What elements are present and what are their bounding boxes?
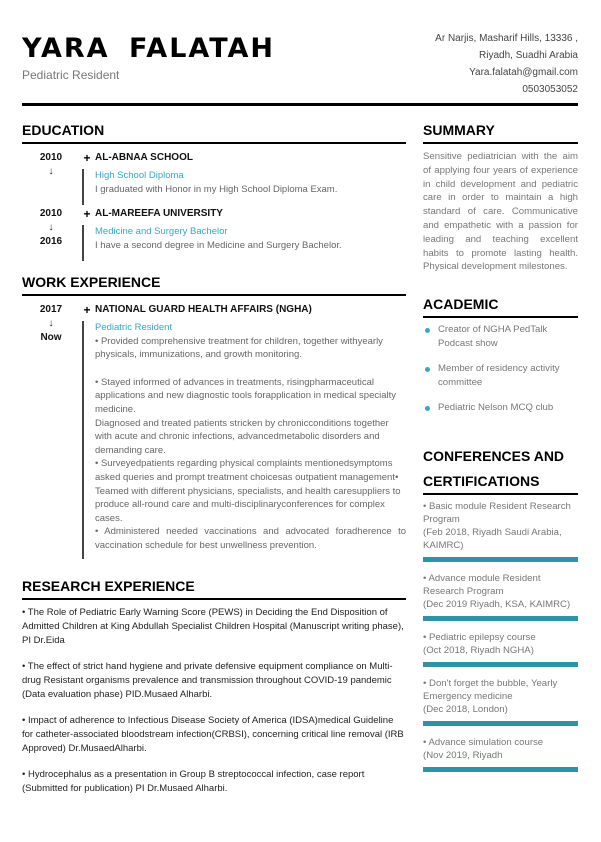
arrow-down-icon: ↓ <box>48 166 54 177</box>
entry-date-start: 2010 <box>39 152 63 163</box>
academic-item: Creator of NGHA PedTalk Podcast show <box>438 324 548 349</box>
timeline-bar <box>82 321 84 559</box>
research-underline <box>22 598 406 600</box>
academic-underline <box>423 316 578 318</box>
entry-date-end: 2016 <box>39 236 63 247</box>
work-point: Diagnosed and treated patients stricken by chronicconditions together with acute and chronic infections, advancedmetabolic disorders and demanding care. <box>95 417 389 456</box>
conference-name: • Pediatric epilepsy course <box>423 632 536 643</box>
plus-icon: + <box>83 207 91 221</box>
conference-detail: (Dec 2018, London) <box>423 704 508 715</box>
timeline-bar <box>82 169 84 205</box>
work-point: • Provided comprehensive treatment for children, together withyearly physicals, immunizations, and growth monitoring. <box>95 335 383 361</box>
contact-block <box>398 31 578 99</box>
work-point: • Surveyedpatients regarding physical complaints mentionedsymptoms asked queries and prompt treatment choicesas outpatient management• Teamed with different physicians, specialists, and health caresuppliers to produce all-round care and multi-disciplinaryconferences for complex cases. <box>95 458 401 524</box>
conference-name: • Advance simulation course <box>423 737 544 748</box>
list-item <box>423 736 578 772</box>
email[interactable]: Yara.falatah@gmail.com <box>469 67 578 78</box>
list-item <box>423 362 578 390</box>
work-title: WORK EXPERIENCE <box>22 274 161 290</box>
conference-detail: (Dec 2019 Riyadh, KSA, KAIMRC) <box>423 599 571 610</box>
list-item <box>423 631 578 667</box>
teal-divider <box>423 767 578 772</box>
address-line-1: Ar Narjis, Masharif Hills, 13336 , <box>435 33 578 44</box>
bullet-icon <box>425 367 430 372</box>
arrow-down-icon: ↓ <box>48 318 54 329</box>
entry-description: I graduated with Honor in my High School Diploma Exam. <box>95 183 338 195</box>
education-entry <box>22 151 406 201</box>
list-item <box>423 677 578 726</box>
academic-title: ACADEMIC <box>423 296 499 312</box>
timeline-bar <box>82 225 84 261</box>
header-divider <box>22 103 578 106</box>
research-item: • The effect of strict hand hygiene and private defensive equipment compliance on Multi-drug Resistant organisms prevalence and transmission throughout COVID-19 pandemic (Data evaluation phase) PID.Musaed Alharbi. <box>22 661 393 700</box>
entry-description: I have a second degree in Medicine and Surgery Bachelor. <box>95 239 342 251</box>
entry-date-start: 2017 <box>39 304 63 315</box>
list-item <box>423 572 578 621</box>
work-point: • Stayed informed of advances in treatments, risingpharmaceutical applications and new diagnostic tools forapplication in medical specialty medicine. <box>95 376 397 415</box>
plus-icon: + <box>83 303 91 317</box>
conferences-title: CERTIFICATIONS <box>423 473 540 489</box>
arrow-down-icon: ↓ <box>48 222 54 233</box>
research-list <box>22 606 406 808</box>
conferences-list <box>423 500 578 782</box>
education-entry <box>22 207 406 265</box>
entry-position: Pediatric Resident <box>95 322 173 333</box>
candidate-name: YARA FALATAH <box>22 33 276 64</box>
conference-name: • Don't forget the bubble, Yearly Emergency medicine <box>423 678 558 702</box>
conference-detail: (Nov 2019, Riyadh <box>423 750 503 761</box>
entry-date-start: 2010 <box>39 208 63 219</box>
teal-divider <box>423 721 578 726</box>
conferences-underline <box>423 493 578 495</box>
summary-underline <box>423 142 578 144</box>
plus-icon: + <box>83 151 91 165</box>
summary-title: SUMMARY <box>423 122 495 138</box>
list-item <box>423 323 578 351</box>
conference-name: • Basic module Resident Research Program <box>423 501 571 525</box>
entry-degree: Medicine and Surgery Bachelor <box>95 226 228 237</box>
list-item <box>423 500 578 562</box>
teal-divider <box>423 662 578 667</box>
work-entry <box>22 303 406 563</box>
academic-item: Pediatric Nelson MCQ club <box>438 402 554 413</box>
bullet-icon <box>425 328 430 333</box>
entry-date-end: Now <box>40 332 62 343</box>
entry-degree: High School Diploma <box>95 170 184 181</box>
phone: 0503053052 <box>522 84 578 95</box>
conferences-title: CONFERENCES AND <box>423 448 565 464</box>
conference-detail: (Oct 2018, Riyadh NGHA) <box>423 645 534 656</box>
candidate-role: Pediatric Resident <box>22 68 120 82</box>
teal-divider <box>423 557 578 562</box>
work-point: • Administered needed vaccinations and advocated foradherence to vaccination schedule for best unwellness prevention. <box>95 526 406 551</box>
entry-organization: AL-ABNAA SCHOOL <box>95 152 193 163</box>
conference-detail: (Feb 2018, Riyadh Saudi Arabia, KAIMRC) <box>423 527 562 551</box>
address-line-2: Riyadh, Suadhi Arabia <box>479 50 578 61</box>
education-title: EDUCATION <box>22 122 105 138</box>
academic-list <box>423 323 578 426</box>
conference-name: • Advance module Resident Research Program <box>423 573 541 597</box>
entry-organization: NATIONAL GUARD HEALTH AFFAIRS (NGHA) <box>95 304 312 315</box>
summary-text: Sensitive pediatrician with the aim of applying four years of experience in child development and pediatric care in order to maintain a high standard of care. Communicative and empathetic with a passion for leading and teaching excellent habits to promote lasting health. Physical development milestones. <box>423 151 578 273</box>
research-item: • The Role of Pediatric Early Warning Score (PEWS) in Deciding the End Disposition of Admitted Children at King Abdullah Specialist Children Hospital (Manuscript writing phase), PI Dr.Eida <box>22 607 404 646</box>
entry-organization: AL-MAREEFA UNIVERSITY <box>95 208 223 219</box>
teal-divider <box>423 616 578 621</box>
education-underline <box>22 142 406 144</box>
research-title: RESEARCH EXPERIENCE <box>22 578 195 594</box>
academic-item: Member of residency activity committee <box>438 363 560 388</box>
research-item: • Impact of adherence to Infectious Disease Society of America (IDSA)medical Guideline for catheter-associated bloodstream infection(CRBSI), concerning critical line removal (IRB Approved) Dr.MusaedAlharbi. <box>22 715 404 754</box>
work-underline <box>22 294 406 296</box>
research-item: • Hydrocephalus as a presentation in Group B streptococcal infection, case report (Submitted for publication) PI Dr.Musaed Alharbi. <box>22 769 365 794</box>
list-item <box>423 401 578 415</box>
bullet-icon <box>425 406 430 411</box>
